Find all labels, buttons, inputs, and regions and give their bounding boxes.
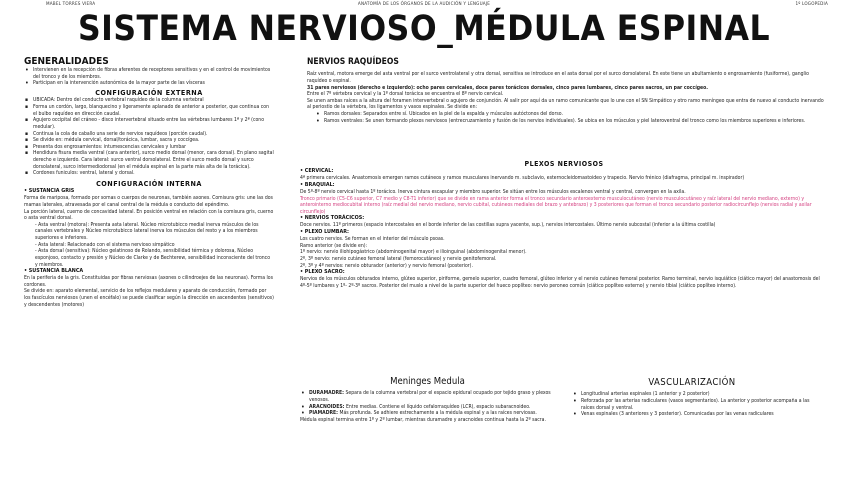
meninges-paragraph: Médula espinal termina entre 1º y 2º lumbar, mientras duramadre y aracnoides continua hasta la 2º sacra.	[300, 416, 546, 423]
list-item: • PIAMADRE: Más profunda. Se adhiere estrechamente a la médula espinal y a las raíces nerviosas.	[300, 410, 555, 417]
config-externa-list	[24, 97, 274, 176]
subject-name: ANATOMÍA DE LOS ÓRGANOS DE LA AUDICIÓN Y LENGUAJE	[357, 2, 491, 7]
list-item: ▪ Cordones funiculos: ventral, lateral y dorsal.	[24, 170, 274, 177]
generalidades-list	[24, 67, 274, 87]
list-item: - Asta dorsal (sensitiva): Núcleo gelatinoso de Rolando, sensibilidad térmica y dolorosa, Núcleo esponjoso, contacto y presión y Núcleo de Clarke y de Bechterew, sensibilidad inconsciente del tronco y miembros.	[35, 248, 271, 268]
meninges-section	[300, 377, 555, 423]
left-column	[24, 56, 274, 308]
lumbar-text: 2º, 3º y 4º nervios: nervio obturador (anterior) y nervio femoral (posterior).	[300, 262, 473, 269]
list-item: • Longitudinal arterias espinales (1 anterior y 2 posterior)	[572, 391, 812, 398]
sustancia-blanca-heading: • SUSTANCIA BLANCA	[24, 268, 84, 275]
vasc-section	[572, 378, 812, 418]
config-externa-heading: CONFIGURACIÓN EXTERNA	[95, 87, 203, 97]
list-item: ▪ Se divide en: médula cervical, dorsal/torácica, lumbar, sacra y coccígea.	[24, 137, 274, 144]
vasc-heading: VASCULARIZACIÓN	[648, 377, 736, 388]
lumbar-text: Los cuatro nervios. Se forman en el interior del músculo psoas.	[300, 236, 445, 243]
vasc-list	[572, 391, 812, 417]
generalidades-heading: GENERALIDADES	[24, 56, 109, 67]
lumbar-text: 1º nervio: nervio iliohipogástrico (abdominogenital mayor) e ilioinguinal (abdominogenital menor).	[300, 249, 527, 256]
toracicos-text: Doce nervios. 11º primeros (espacio intercostales en el borde inferior de las costillas supra yacente, sup.), nervios intercostales. Último nervio subcostal (inferior a la última costilla)	[300, 222, 716, 229]
meninges-list	[300, 390, 555, 416]
blanca-paragraph: En la periferia de la gris. Constituidas por fibras nerviosas (axones o cilindroejes de las neuronas). Forma los cordones.	[24, 275, 273, 288]
sustancia-gris-heading: • SUSTANCIA GRIS	[24, 188, 75, 195]
course-name: 1º LOGOPEDIA	[795, 2, 828, 7]
gris-sublist	[24, 222, 274, 268]
blanca-paragraph: Se divide en: aparato elemental, servicio de los reflejos medulares y aparato de conducción, formado por los fascículos nerviosos (unen el encéfalo) se puede clasificar según la dirección en ascendentes (sensitivos) y descendentes (motores)	[24, 288, 274, 308]
list-item: • ARACNOIDES: Entre medias. Contiene el líquido cefalorraquídeo (LCR), espacio subaracnoideo.	[300, 404, 555, 411]
list-item: ▪ UBICADA: Dentro del conducto vertebral raquídeo de la columna vertebral	[24, 97, 274, 104]
gris-paragraph: Forma de mariposa, formado por somas o cuerpos de neuronas, también axones. Comisura gris: une las dos mamas laterales, atravesada por el canal central de la médula o conducto del epéndimo.	[24, 195, 273, 209]
list-item: • DURAMADRE: Separa de la columna vertebral por el espacio epidural ocupado por tejido graso y plexos venosos.	[300, 390, 555, 403]
list-item: • Venas espinales (3 anteriores y 3 posterior). Comunicadas por las venas radiculares	[572, 411, 812, 418]
list-item: • Intervienen en la recepción de fibras aferentes de receptores sensitivos y en el control de movimientos del tronco y de los miembros.	[24, 67, 274, 80]
list-item: - Asta lateral: Relacionado con el sistema nervioso simpático	[35, 241, 175, 248]
nervios-section	[307, 58, 827, 124]
nervios-paragraph: Se unen ambas raíces a la altura del foramen intervertebral o agujero de conjunción. Al salir por aquí da un ramo comunicante que lo une con el SN Simpático y otro ramo meníngeo que entra de nuevo al conducto inervando al periostio de la vértebra, los ligamentos y vasos espinales. Se divide en:	[307, 97, 824, 111]
nervios-paragraph: Entre el 7º vértebra cervical y la 1º dorsal torácica se encuentra el 8º nervio cervical.	[307, 91, 504, 98]
list-item: • Ramos ventrales: Se unen formando plexos nerviosos (entrecruzamiento y fusión de los nervios individuales). Se ubica en los músculos y piel lateroventral del tronco como los miembros superiores e inferiores.	[315, 118, 827, 125]
braquial-heading: • BRAQUIAL:	[300, 182, 335, 189]
cervical-text: 4ª primera cervicales. Anastomosis emergen ramos cutáneos y ramos musculares inervando m. subclavio, esternocleidomastoideo y trapecio. Nervio frénico (diafragma, principal m. inspirador)	[300, 175, 745, 182]
author-name: MABEL TORRES VIERA	[46, 2, 96, 7]
list-item: - Asta ventral (motora): Presenta asta lateral. Núcleo microtubicco medial inerva músculos de los canales vertebrales y Núcleo microtubicco lateral inerva los músculos del resto y a los miembros superiores e inferiores.	[35, 221, 259, 242]
lumbar-text: 2º, 3º nervio: nervio cutáneo femoral lateral (femorocutáneo) y nervio genitofemoral.	[300, 255, 497, 262]
list-item: • Ramos dorsales: Separados entre sí. Ubicados en la piel de la espalda y músculos autóctonos del dorso.	[315, 111, 827, 118]
list-item: ▪ Presenta dos engrosamientos: intumescencias cervicales y lumbar	[24, 144, 274, 151]
ramos-list	[307, 111, 827, 124]
plexos-heading: PLEXOS NERVIOSOS	[524, 160, 604, 168]
list-item: • Participan en la intervención autonómica de la mayor parte de las vísceras	[24, 80, 274, 87]
tronco-text: Tronco primario (C5-C6 superior, C7 medio y C8-T1 inferior) que se divide en rama anterior forma el tronco secundario anteroexterno musculocutáneo (nervio musculocutáneo y raíz lateral del nervio mediano, externo) y anterointerno mediocubital interno (raíz medial del nervio mediano, nervio cubital, cutáneos mediales del brazo y antebrazo) y 3 posteriores que forman el tronco secundario posterior radiocircunflejo (nervios radial y axilar circunflejo)	[300, 195, 812, 215]
nervios-paragraph: 31 pares nerviosos (derecho e izquierdo): ocho pares cervicales, doce pares torácicos dorsales, cinco pares lumbares, cinco pares sacros, un par coccígeo.	[307, 84, 709, 91]
nervios-paragraph: Raíz ventral, motora emerge del asta ventral por el surco ventrolateral y otra dorsal, sensitiva se introduce en el asta dorsal por el surco dorsolateral. En este tiene un abultamiento o engrosamiento (fusiforme), ganglio raquídeo o espinal.	[307, 71, 809, 84]
sacro-text: Nervios de los músculos obturados interno, glúteo superior, piriforme, gemelo superior, cuadro femoral, glúteo inferior y el nervio cutáneo femoral posterior. Ramo terminal, nervio isquiático (ciático mayor) del anastomosis del 4º-5º lumbares y 1º- 2º-3º sacros. Posterior del muslo a nivel de la parte superior del hueco poplíteo: nervio peroneo común (ciático poplíteo externo) y nervio tibial (ciático poplíteo interno).	[300, 276, 820, 289]
lumbar-text: Ramo anterior (se divide en):	[300, 242, 368, 249]
list-item: • Reforzada por las arterias radiculares (vasos segmentarios). La anterior y posterior acompaña a las raíces dorsal y ventral.	[572, 398, 812, 411]
page-title: SISTEMA NERVIOSO_MÉDULA ESPINAL	[77, 9, 771, 49]
config-interna-heading: CONFIGURACIÓN INTERNA	[96, 178, 202, 188]
list-item: ▪ Agujero occipital del cráneo - disco intervertebral situado entre las vértebras lumbares 1ª y 2ª (cono medular).	[24, 117, 274, 130]
list-item: ▪ Continua la cola de caballo una serie de nervios raquídeos (porción caudal).	[24, 131, 274, 138]
lumbar-heading: • PLEXO LUMBAR:	[300, 229, 349, 236]
toracicos-heading: • NERVIOS TORÁCICOS:	[300, 215, 365, 222]
list-item: ▪ Hendidura fisura media ventral (cara anterior), surco medio dorsal (menor, cara dorsal). En plano sagital derecho e izquierdo. Cara lateral: surco ventral dorsolateral. Entre el surco medio dorsal y surco dorsolateral, surco intermediodorsal (en el médula espinal en la parte más alta de la torácica).	[24, 150, 274, 170]
cervical-heading: • CERVICAL:	[300, 168, 334, 175]
braquial-text: De 5º-8º nervio cervical hasta 1º torácico. Inerva cintura escapular y miembro superior. Se sitúan entre los músculos escalenos ventral y central, convergen en la axila.	[300, 189, 686, 196]
plexos-section	[300, 160, 828, 289]
meninges-heading: Meninges Medula	[390, 376, 465, 387]
sacro-heading: • PLEXO SACRO:	[300, 269, 345, 276]
list-item: ▪ Forma un cordón, largo, blanquecino y ligeramente aplanado de anterior a posterior, que continua con el bulbo raquídeo en dirección caudal.	[24, 104, 274, 117]
nervios-heading: NERVIOS RAQUÍDEOS	[307, 57, 399, 67]
gris-paragraph: La porción lateral, cuerno de concavidad lateral. En posición ventral en relación con la comisura gris, cuerno o asta ventral dorsal.	[24, 208, 274, 222]
